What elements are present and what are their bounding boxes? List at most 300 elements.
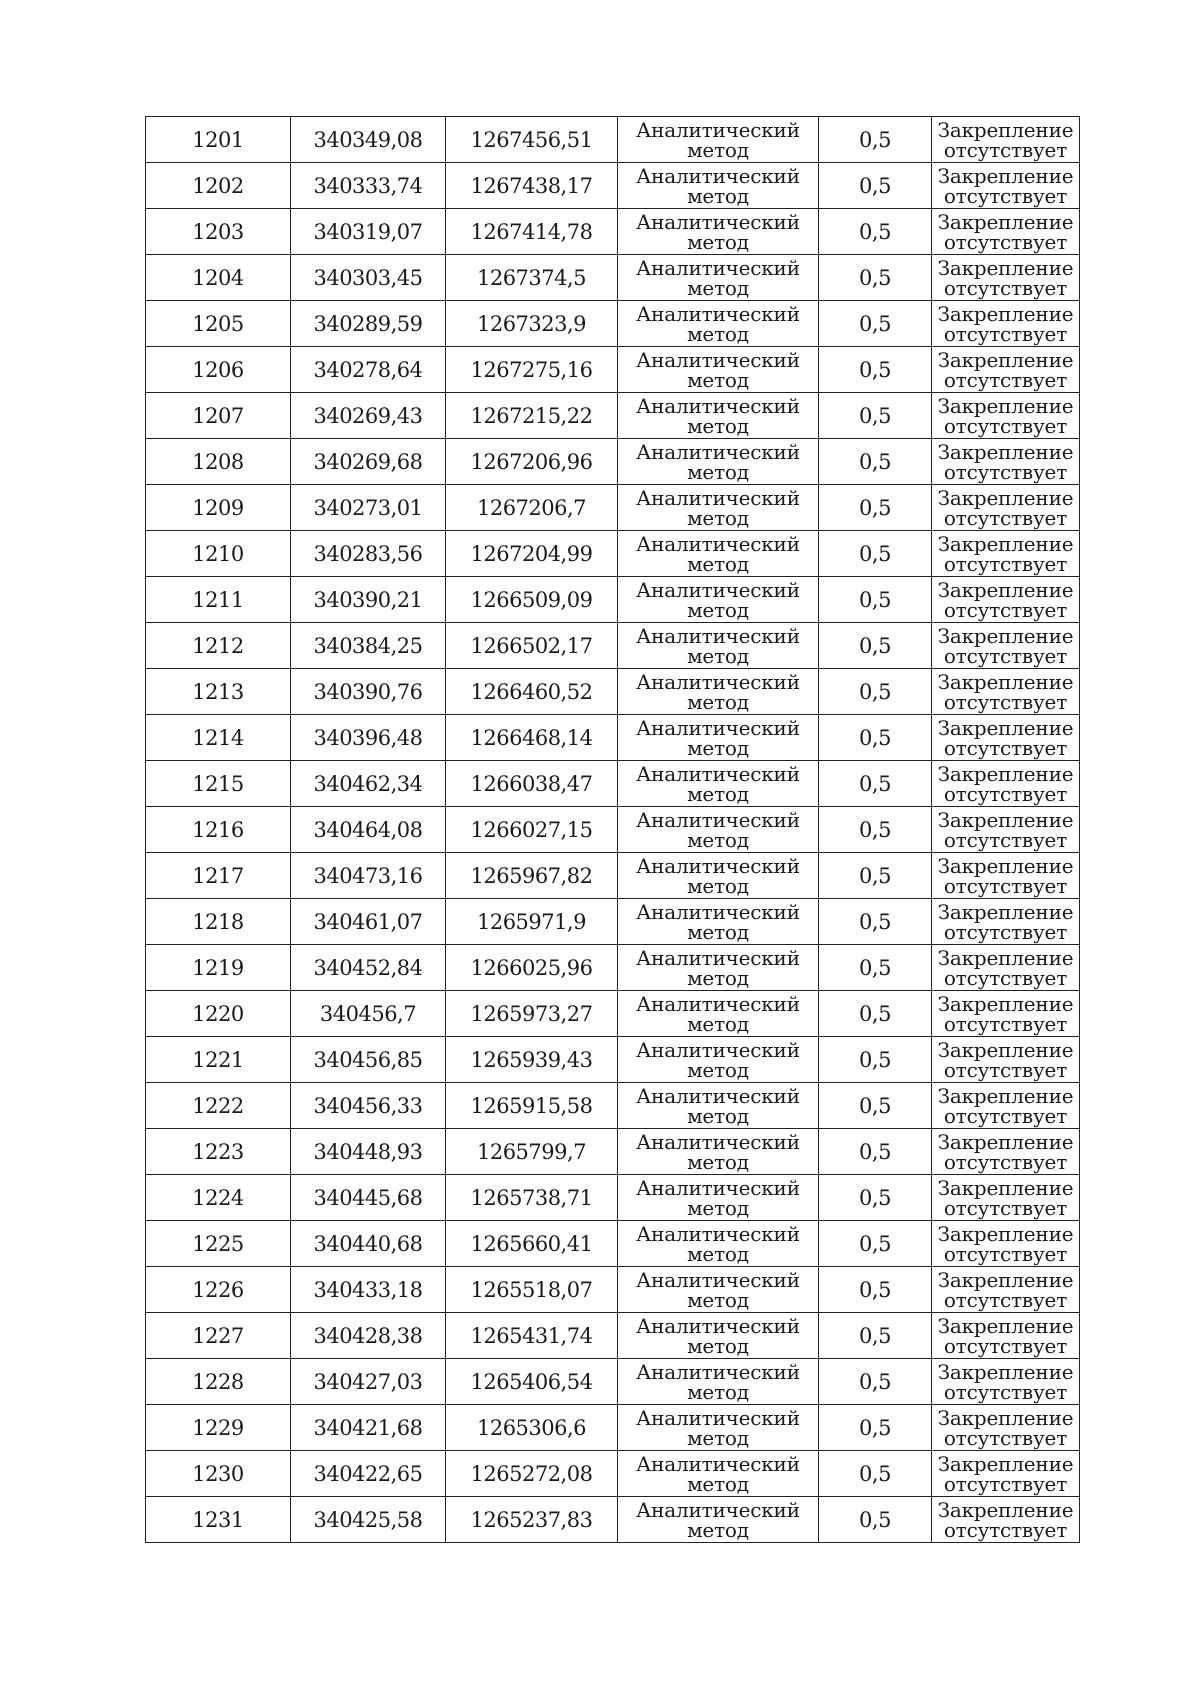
fixing-text: отсутствует [943, 1241, 1068, 1266]
point-number-cell: 1210 [146, 531, 291, 577]
method-text: Аналитический [636, 1037, 800, 1062]
fixing-text: Закрепление [937, 853, 1074, 878]
point-number-cell: 1225 [146, 1221, 291, 1267]
accuracy-cell: 0,5 [819, 117, 932, 163]
method-text: метод [687, 1057, 749, 1082]
method-cell [618, 945, 819, 991]
x-coordinate-cell: 340425,58 [291, 1497, 446, 1543]
table-row [146, 577, 1080, 623]
y-coordinate-cell: 1266027,15 [446, 807, 618, 853]
table-row [146, 163, 1080, 209]
fixing-cell [932, 1083, 1080, 1129]
y-coordinate-cell: 1265915,58 [446, 1083, 618, 1129]
fixing-text: Закрепление [937, 301, 1074, 326]
method-text: метод [687, 1103, 749, 1128]
table-row [146, 393, 1080, 439]
accuracy-cell: 0,5 [819, 209, 932, 255]
point-number-cell: 1231 [146, 1497, 291, 1543]
method-cell [618, 209, 819, 255]
table-row [146, 347, 1080, 393]
x-coordinate-cell: 340445,68 [291, 1175, 446, 1221]
method-text: метод [687, 275, 749, 300]
fixing-cell [932, 1037, 1080, 1083]
y-coordinate-cell: 1266460,52 [446, 669, 618, 715]
accuracy-cell: 0,5 [819, 1221, 932, 1267]
method-text: Аналитический [636, 1313, 800, 1338]
method-text: метод [687, 781, 749, 806]
fixing-cell [932, 899, 1080, 945]
y-coordinate-cell: 1265237,83 [446, 1497, 618, 1543]
point-number-cell: 1204 [146, 255, 291, 301]
method-text: Аналитический [636, 1359, 800, 1384]
accuracy-cell: 0,5 [819, 163, 932, 209]
method-cell [618, 163, 819, 209]
method-text: Аналитический [636, 715, 800, 740]
table-row [146, 623, 1080, 669]
x-coordinate-cell: 340384,25 [291, 623, 446, 669]
fixing-text: Закрепление [937, 669, 1074, 694]
fixing-text: Закрепление [937, 255, 1074, 280]
point-number-cell: 1223 [146, 1129, 291, 1175]
table-row [146, 1497, 1080, 1543]
table-row [146, 991, 1080, 1037]
point-number-cell: 1207 [146, 393, 291, 439]
fixing-cell [932, 1221, 1080, 1267]
fixing-text: Закрепление [937, 1359, 1074, 1384]
fixing-text: Закрепление [937, 1175, 1074, 1200]
method-text: метод [687, 735, 749, 760]
fixing-text: отсутствует [943, 781, 1068, 806]
method-cell [618, 1451, 819, 1497]
fixing-text: отсутствует [943, 1011, 1068, 1036]
y-coordinate-cell: 1267438,17 [446, 163, 618, 209]
x-coordinate-cell: 340333,74 [291, 163, 446, 209]
x-coordinate-cell: 340390,21 [291, 577, 446, 623]
fixing-text: отсутствует [943, 413, 1068, 438]
accuracy-cell: 0,5 [819, 623, 932, 669]
table-row [146, 1405, 1080, 1451]
table-row [146, 1267, 1080, 1313]
method-cell [618, 991, 819, 1037]
fixing-text: отсутствует [943, 505, 1068, 530]
point-number-cell: 1202 [146, 163, 291, 209]
accuracy-cell: 0,5 [819, 577, 932, 623]
accuracy-cell: 0,5 [819, 393, 932, 439]
x-coordinate-cell: 340303,45 [291, 255, 446, 301]
method-text: метод [687, 551, 749, 576]
method-text: Аналитический [636, 117, 800, 142]
fixing-text: отсутствует [943, 643, 1068, 668]
method-text: Аналитический [636, 807, 800, 832]
method-cell [618, 485, 819, 531]
fixing-text: Закрепление [937, 117, 1074, 142]
fixing-text: отсутствует [943, 1287, 1068, 1312]
accuracy-cell: 0,5 [819, 991, 932, 1037]
accuracy-cell: 0,5 [819, 1175, 932, 1221]
fixing-text: отсутствует [943, 1103, 1068, 1128]
point-number-cell: 1217 [146, 853, 291, 899]
table-row [146, 899, 1080, 945]
y-coordinate-cell: 1267206,96 [446, 439, 618, 485]
table-row [146, 301, 1080, 347]
method-text: Аналитический [636, 255, 800, 280]
table-row [146, 807, 1080, 853]
fixing-cell [932, 255, 1080, 301]
accuracy-cell: 0,5 [819, 899, 932, 945]
method-text: Аналитический [636, 853, 800, 878]
y-coordinate-cell: 1265306,6 [446, 1405, 618, 1451]
fixing-text: отсутствует [943, 965, 1068, 990]
method-text: Аналитический [636, 1405, 800, 1430]
method-text: Аналитический [636, 1221, 800, 1246]
table-row [146, 117, 1080, 163]
fixing-cell [932, 347, 1080, 393]
fixing-text: Закрепление [937, 1313, 1074, 1338]
method-text: метод [687, 505, 749, 530]
x-coordinate-cell: 340269,43 [291, 393, 446, 439]
y-coordinate-cell: 1267275,16 [446, 347, 618, 393]
fixing-text: отсутствует [943, 1333, 1068, 1358]
method-cell [618, 761, 819, 807]
method-text: Аналитический [636, 1175, 800, 1200]
accuracy-cell: 0,5 [819, 255, 932, 301]
fixing-text: Закрепление [937, 393, 1074, 418]
y-coordinate-cell: 1267456,51 [446, 117, 618, 163]
coordinates-table-body [146, 117, 1080, 1543]
y-coordinate-cell: 1267374,5 [446, 255, 618, 301]
accuracy-cell: 0,5 [819, 1313, 932, 1359]
fixing-text: отсутствует [943, 873, 1068, 898]
accuracy-cell: 0,5 [819, 439, 932, 485]
fixing-text: отсутствует [943, 275, 1068, 300]
method-cell [618, 1129, 819, 1175]
fixing-text: отсутствует [943, 1425, 1068, 1450]
accuracy-cell: 0,5 [819, 531, 932, 577]
y-coordinate-cell: 1267215,22 [446, 393, 618, 439]
method-text: Аналитический [636, 1451, 800, 1476]
fixing-cell [932, 1451, 1080, 1497]
table-row [146, 1221, 1080, 1267]
method-cell [618, 347, 819, 393]
accuracy-cell: 0,5 [819, 1497, 932, 1543]
fixing-cell [932, 1359, 1080, 1405]
fixing-cell [932, 117, 1080, 163]
x-coordinate-cell: 340464,08 [291, 807, 446, 853]
x-coordinate-cell: 340456,33 [291, 1083, 446, 1129]
fixing-text: отсутствует [943, 183, 1068, 208]
method-cell [618, 301, 819, 347]
fixing-text: отсутствует [943, 735, 1068, 760]
y-coordinate-cell: 1267206,7 [446, 485, 618, 531]
table-row [146, 1313, 1080, 1359]
y-coordinate-cell: 1266038,47 [446, 761, 618, 807]
x-coordinate-cell: 340452,84 [291, 945, 446, 991]
method-text: метод [687, 1333, 749, 1358]
accuracy-cell: 0,5 [819, 669, 932, 715]
y-coordinate-cell: 1267414,78 [446, 209, 618, 255]
point-number-cell: 1229 [146, 1405, 291, 1451]
accuracy-cell: 0,5 [819, 853, 932, 899]
accuracy-cell: 0,5 [819, 1037, 932, 1083]
y-coordinate-cell: 1266509,09 [446, 577, 618, 623]
method-text: метод [687, 137, 749, 162]
fixing-text: Закрепление [937, 761, 1074, 786]
method-text: Аналитический [636, 1497, 800, 1522]
point-number-cell: 1218 [146, 899, 291, 945]
y-coordinate-cell: 1266025,96 [446, 945, 618, 991]
point-number-cell: 1201 [146, 117, 291, 163]
fixing-text: Закрепление [937, 1497, 1074, 1522]
x-coordinate-cell: 340289,59 [291, 301, 446, 347]
x-coordinate-cell: 340421,68 [291, 1405, 446, 1451]
method-text: метод [687, 965, 749, 990]
accuracy-cell: 0,5 [819, 761, 932, 807]
method-cell [618, 117, 819, 163]
point-number-cell: 1226 [146, 1267, 291, 1313]
table-row [146, 1175, 1080, 1221]
fixing-cell [932, 1129, 1080, 1175]
accuracy-cell: 0,5 [819, 1083, 932, 1129]
fixing-text: отсутствует [943, 597, 1068, 622]
fixing-text: отсутствует [943, 827, 1068, 852]
table-row [146, 761, 1080, 807]
accuracy-cell: 0,5 [819, 807, 932, 853]
method-text: метод [687, 1011, 749, 1036]
point-number-cell: 1221 [146, 1037, 291, 1083]
fixing-text: Закрепление [937, 531, 1074, 556]
method-cell [618, 899, 819, 945]
y-coordinate-cell: 1265939,43 [446, 1037, 618, 1083]
accuracy-cell: 0,5 [819, 945, 932, 991]
y-coordinate-cell: 1265518,07 [446, 1267, 618, 1313]
coordinates-table [145, 116, 1080, 1543]
method-text: Аналитический [636, 945, 800, 970]
table-row [146, 531, 1080, 577]
method-text: метод [687, 597, 749, 622]
method-text: Аналитический [636, 899, 800, 924]
table-row [146, 439, 1080, 485]
fixing-text: отсутствует [943, 551, 1068, 576]
method-cell [618, 531, 819, 577]
method-text: метод [687, 183, 749, 208]
x-coordinate-cell: 340428,38 [291, 1313, 446, 1359]
x-coordinate-cell: 340269,68 [291, 439, 446, 485]
fixing-cell [932, 485, 1080, 531]
method-cell [618, 1267, 819, 1313]
fixing-text: отсутствует [943, 459, 1068, 484]
fixing-cell [932, 209, 1080, 255]
table-row [146, 209, 1080, 255]
method-text: метод [687, 321, 749, 346]
method-cell [618, 1221, 819, 1267]
fixing-cell [932, 807, 1080, 853]
x-coordinate-cell: 340283,56 [291, 531, 446, 577]
y-coordinate-cell: 1266502,17 [446, 623, 618, 669]
fixing-cell [932, 853, 1080, 899]
fixing-cell [932, 301, 1080, 347]
point-number-cell: 1216 [146, 807, 291, 853]
method-text: Аналитический [636, 623, 800, 648]
method-text: Аналитический [636, 347, 800, 372]
fixing-text: отсутствует [943, 321, 1068, 346]
method-text: Аналитический [636, 669, 800, 694]
table-row [146, 1037, 1080, 1083]
x-coordinate-cell: 340462,34 [291, 761, 446, 807]
fixing-text: Закрепление [937, 1129, 1074, 1154]
method-cell [618, 1037, 819, 1083]
fixing-cell [932, 1175, 1080, 1221]
method-cell [618, 807, 819, 853]
fixing-text: Закрепление [937, 1405, 1074, 1430]
fixing-text: отсутствует [943, 1149, 1068, 1174]
table-row [146, 485, 1080, 531]
method-text: метод [687, 919, 749, 944]
point-number-cell: 1215 [146, 761, 291, 807]
method-text: Аналитический [636, 163, 800, 188]
fixing-cell [932, 393, 1080, 439]
x-coordinate-cell: 340473,16 [291, 853, 446, 899]
accuracy-cell: 0,5 [819, 301, 932, 347]
fixing-cell [932, 1267, 1080, 1313]
method-cell [618, 853, 819, 899]
method-cell [618, 255, 819, 301]
method-cell [618, 577, 819, 623]
fixing-cell [932, 577, 1080, 623]
method-text: метод [687, 827, 749, 852]
y-coordinate-cell: 1266468,14 [446, 715, 618, 761]
method-text: Аналитический [636, 1083, 800, 1108]
fixing-text: Закрепление [937, 1221, 1074, 1246]
point-number-cell: 1219 [146, 945, 291, 991]
x-coordinate-cell: 340319,07 [291, 209, 446, 255]
fixing-cell [932, 531, 1080, 577]
x-coordinate-cell: 340448,93 [291, 1129, 446, 1175]
fixing-cell [932, 1405, 1080, 1451]
method-cell [618, 1313, 819, 1359]
method-text: метод [687, 1471, 749, 1496]
y-coordinate-cell: 1265971,9 [446, 899, 618, 945]
method-cell [618, 1405, 819, 1451]
fixing-text: Закрепление [937, 991, 1074, 1016]
table-row [146, 945, 1080, 991]
method-cell [618, 393, 819, 439]
fixing-text: Закрепление [937, 163, 1074, 188]
method-text: Аналитический [636, 301, 800, 326]
table-row [146, 1359, 1080, 1405]
fixing-text: Закрепление [937, 439, 1074, 464]
method-text: Аналитический [636, 761, 800, 786]
method-text: Аналитический [636, 1267, 800, 1292]
accuracy-cell: 0,5 [819, 1129, 932, 1175]
point-number-cell: 1209 [146, 485, 291, 531]
point-number-cell: 1213 [146, 669, 291, 715]
y-coordinate-cell: 1267323,9 [446, 301, 618, 347]
table-row [146, 1083, 1080, 1129]
y-coordinate-cell: 1265406,54 [446, 1359, 618, 1405]
accuracy-cell: 0,5 [819, 1451, 932, 1497]
x-coordinate-cell: 340456,7 [291, 991, 446, 1037]
point-number-cell: 1208 [146, 439, 291, 485]
x-coordinate-cell: 340273,01 [291, 485, 446, 531]
x-coordinate-cell: 340440,68 [291, 1221, 446, 1267]
y-coordinate-cell: 1265799,7 [446, 1129, 618, 1175]
fixing-text: Закрепление [937, 1083, 1074, 1108]
method-text: метод [687, 1195, 749, 1220]
point-number-cell: 1220 [146, 991, 291, 1037]
fixing-cell [932, 669, 1080, 715]
fixing-text: Закрепление [937, 945, 1074, 970]
point-number-cell: 1212 [146, 623, 291, 669]
point-number-cell: 1211 [146, 577, 291, 623]
fixing-text: отсутствует [943, 1471, 1068, 1496]
accuracy-cell: 0,5 [819, 715, 932, 761]
y-coordinate-cell: 1265967,82 [446, 853, 618, 899]
x-coordinate-cell: 340390,76 [291, 669, 446, 715]
method-text: метод [687, 1241, 749, 1266]
method-text: Аналитический [636, 577, 800, 602]
point-number-cell: 1227 [146, 1313, 291, 1359]
method-cell [618, 439, 819, 485]
table-row [146, 1451, 1080, 1497]
accuracy-cell: 0,5 [819, 347, 932, 393]
method-text: метод [687, 643, 749, 668]
fixing-text: отсутствует [943, 1057, 1068, 1082]
x-coordinate-cell: 340349,08 [291, 117, 446, 163]
fixing-text: Закрепление [937, 347, 1074, 372]
accuracy-cell: 0,5 [819, 1405, 932, 1451]
method-text: метод [687, 229, 749, 254]
x-coordinate-cell: 340461,07 [291, 899, 446, 945]
point-number-cell: 1214 [146, 715, 291, 761]
fixing-text: Закрепление [937, 623, 1074, 648]
point-number-cell: 1203 [146, 209, 291, 255]
point-number-cell: 1222 [146, 1083, 291, 1129]
fixing-text: отсутствует [943, 689, 1068, 714]
fixing-cell [932, 163, 1080, 209]
method-text: Аналитический [636, 485, 800, 510]
method-text: метод [687, 1287, 749, 1312]
fixing-cell [932, 761, 1080, 807]
method-text: метод [687, 413, 749, 438]
table-row [146, 1129, 1080, 1175]
method-text: Аналитический [636, 439, 800, 464]
method-text: Аналитический [636, 531, 800, 556]
method-text: метод [687, 873, 749, 898]
method-cell [618, 1497, 819, 1543]
accuracy-cell: 0,5 [819, 485, 932, 531]
fixing-text: отсутствует [943, 367, 1068, 392]
fixing-cell [932, 623, 1080, 669]
method-text: метод [687, 1379, 749, 1404]
point-number-cell: 1205 [146, 301, 291, 347]
y-coordinate-cell: 1265660,41 [446, 1221, 618, 1267]
fixing-text: Закрепление [937, 209, 1074, 234]
fixing-cell [932, 945, 1080, 991]
fixing-text: отсутствует [943, 1379, 1068, 1404]
method-text: метод [687, 1517, 749, 1542]
method-cell [618, 669, 819, 715]
method-text: Аналитический [636, 209, 800, 234]
method-cell [618, 715, 819, 761]
accuracy-cell: 0,5 [819, 1267, 932, 1313]
x-coordinate-cell: 340396,48 [291, 715, 446, 761]
method-text: метод [687, 689, 749, 714]
x-coordinate-cell: 340427,03 [291, 1359, 446, 1405]
method-text: Аналитический [636, 393, 800, 418]
accuracy-cell: 0,5 [819, 1359, 932, 1405]
fixing-cell [932, 1497, 1080, 1543]
point-number-cell: 1224 [146, 1175, 291, 1221]
